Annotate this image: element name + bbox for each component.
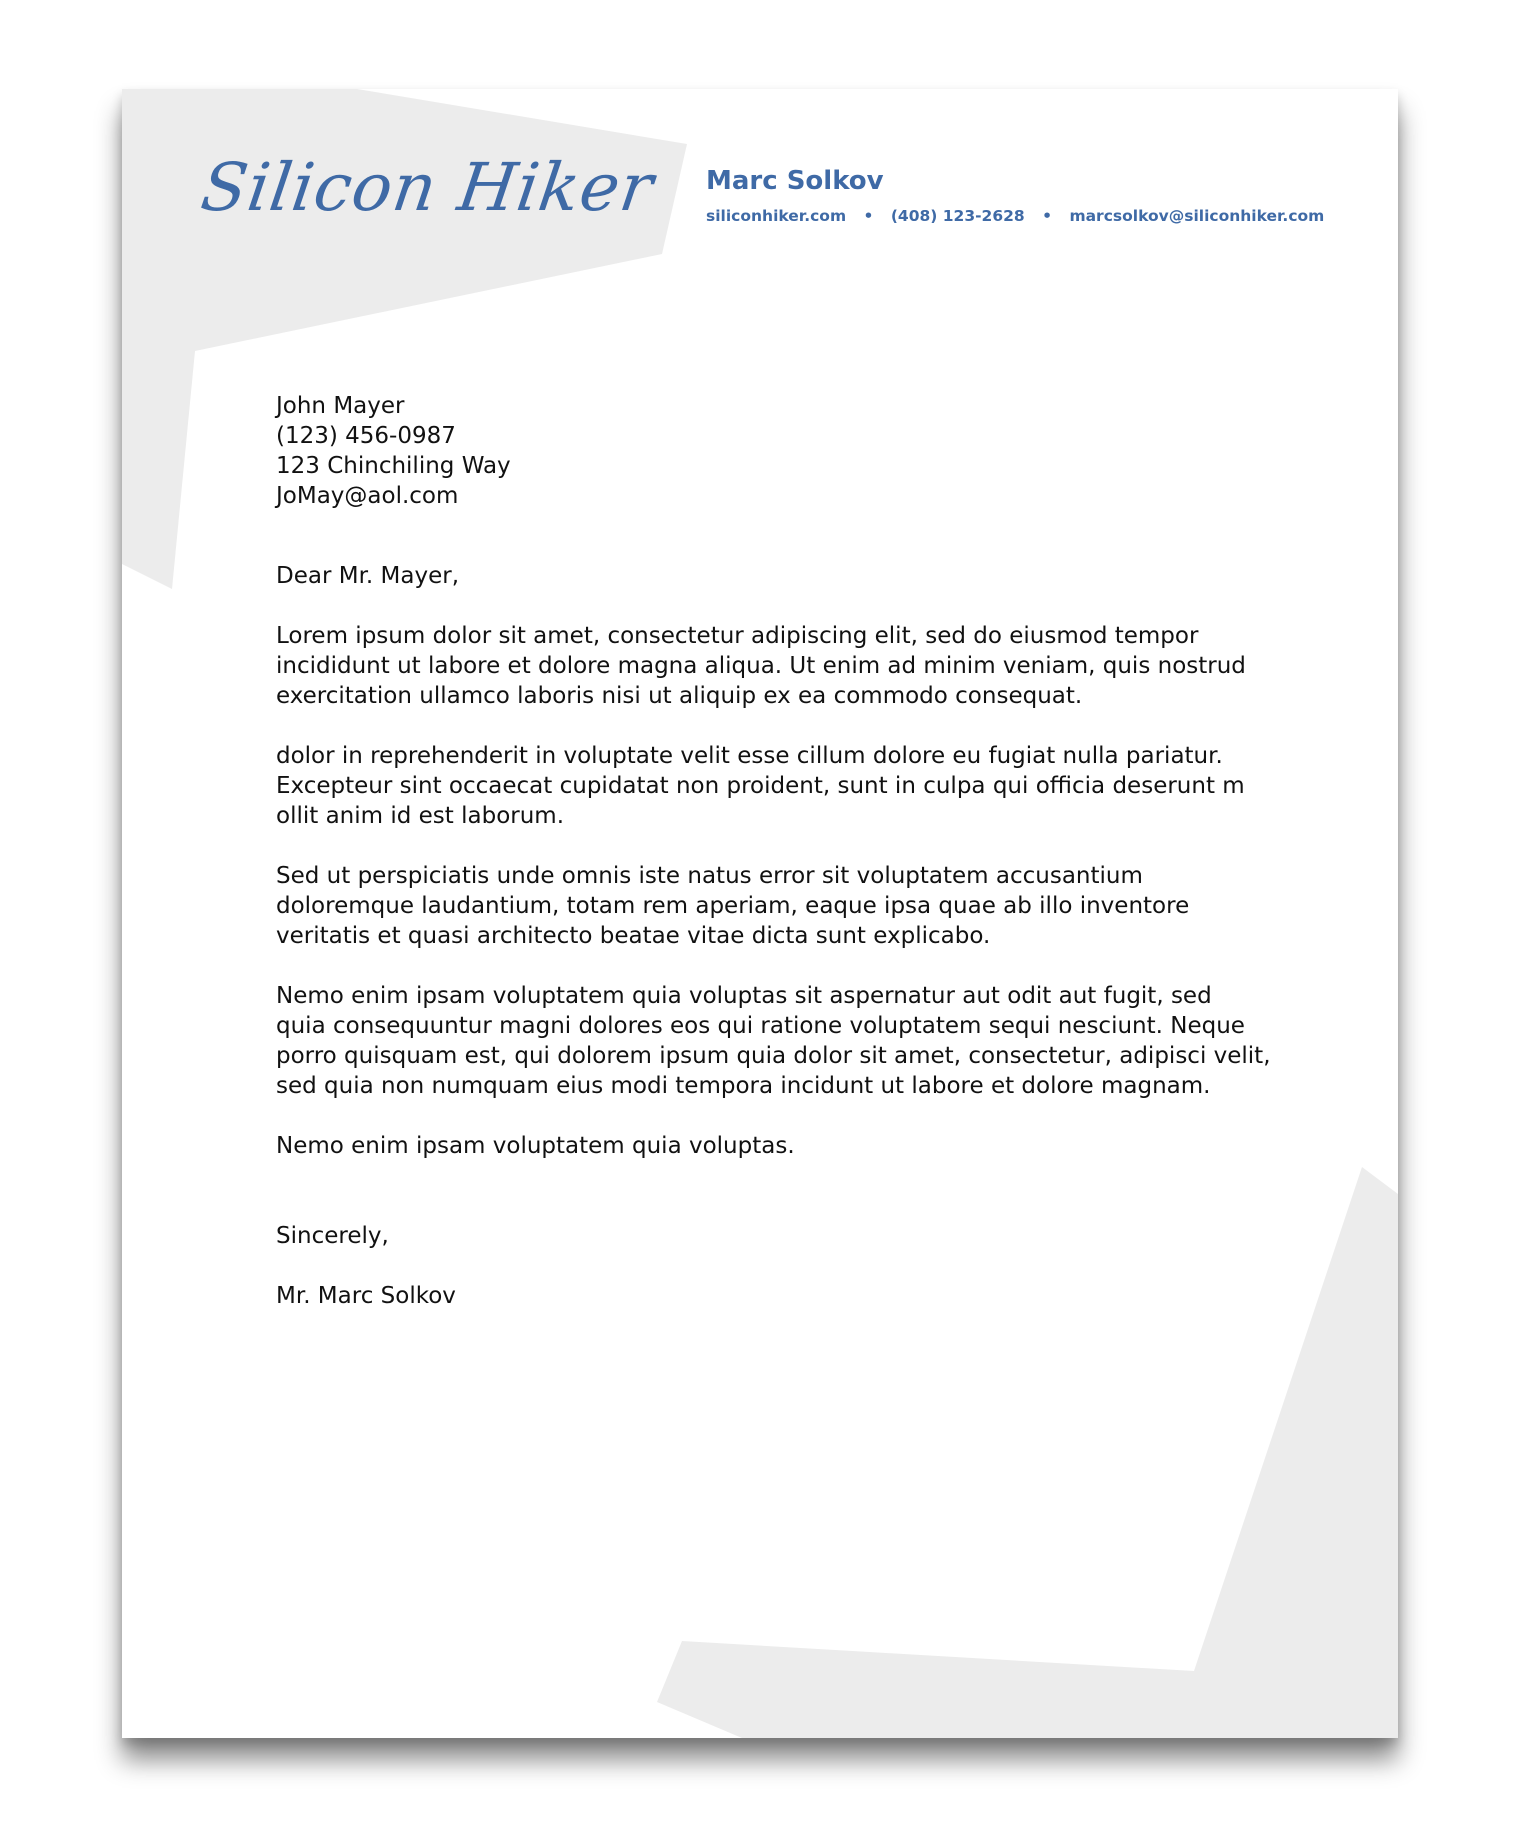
letter-body	[276, 391, 1336, 1311]
bullet-separator: •	[863, 207, 874, 225]
sender-name: Marc Solkov	[706, 166, 884, 196]
signature-name: Mr. Marc Solkov	[276, 1283, 456, 1309]
salutation: Dear Mr. Mayer,	[276, 563, 460, 589]
body-paragraph: Lorem ipsum dolor sit amet, consectetur adipiscing elit, sed do eiusmod tempor incididunt ut labore et dolore magna aliqua. Ut enim ad minim veniam, quis nostrud exercitation ullamco laboris nisi ut aliquip ex ea commodo consequat.	[276, 623, 1246, 709]
sender-email[interactable]: marcsolkov@siliconhiker.com	[1069, 207, 1325, 225]
sender-phone[interactable]: (408) 123-2628	[890, 207, 1025, 225]
recipient-phone: (123) 456-0987	[276, 423, 456, 449]
recipient-name: John Mayer	[276, 393, 405, 419]
body-paragraph: Nemo enim ipsam voluptatem quia voluptas sit aspernatur aut odit aut fugit, sed quia consequuntur magni dolores eos qui ratione voluptatem sequi nesciunt. Neque porro quisquam est, qui dolorem ipsum quia dolor sit amet, consectetur, adipisci velit, sed quia non numquam eius modi tempora incidunt ut labore et dolore magnam.	[276, 983, 1271, 1099]
body-paragraph: dolor in reprehenderit in voluptate velit esse cillum dolore eu fugiat nulla pariatur. Excepteur sint occaecat cupidatat non proident, sunt in culpa qui officia deserunt m ollit anim id est laborum.	[276, 743, 1245, 829]
sender-website[interactable]: siliconhiker.com	[706, 207, 847, 225]
body-paragraph: Nemo enim ipsam voluptatem quia voluptas.	[276, 1133, 795, 1159]
body-paragraph: Sed ut perspiciatis unde omnis iste natus error sit voluptatem accusantium doloremque laudantium, totam rem aperiam, eaque ipsa quae ab illo inventore veritatis et quasi architecto beatae vitae dicta sunt explicabo.	[276, 863, 1190, 949]
recipient-email: JoMay@aol.com	[276, 483, 459, 509]
recipient-block	[276, 391, 1336, 511]
sender-contact-line	[706, 207, 1324, 226]
letterhead-page	[122, 89, 1398, 1738]
brand-logo: Silicon Hiker	[196, 149, 659, 226]
closing: Sincerely,	[276, 1223, 389, 1249]
recipient-address: 123 Chinchiling Way	[276, 453, 511, 479]
bullet-separator: •	[1042, 207, 1053, 225]
